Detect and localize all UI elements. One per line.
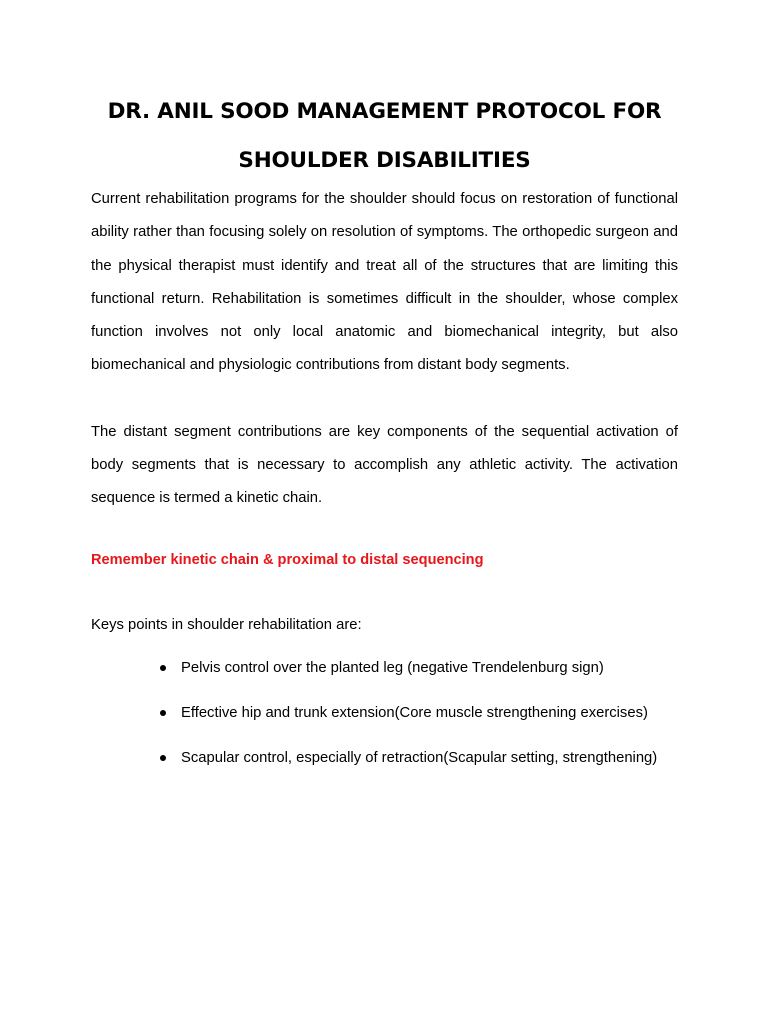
list-item-text: Effective hip and trunk extension(Core muscle strengthening exercises) <box>181 704 648 721</box>
bullet-dot-icon <box>160 665 166 671</box>
key-points-intro: Keys points in shoulder rehabilitation are: <box>91 616 362 633</box>
kinetic-chain-paragraph: The distant segment contributions are key components of the sequential activation of body segments that is necessary to accomplish any athletic activity. The activation sequence is termed a kinetic chain. <box>91 423 678 507</box>
intro-paragraph: Current rehabilitation programs for the shoulder should focus on restoration of functional ability rather than focusing solely on resolution of symptoms. The orthopedic surgeon and the physical therapist must identify and treat all of the structures that are limiting this functional return. Rehabilitation is sometimes difficult in the shoulder, whose complex function involves not only local anatomic and biomechanical integrity, but also biomechanical and physiologic contributions from distant body segments. <box>91 191 678 374</box>
highlight-note: Remember kinetic chain & proximal to distal sequencing <box>91 551 484 568</box>
list-item-text: Scapular control, especially of retraction(Scapular setting, strengthening) <box>181 749 658 766</box>
key-points-list <box>91 646 678 781</box>
list-item <box>181 736 678 781</box>
bullet-dot-icon <box>160 755 166 761</box>
list-item <box>181 646 678 691</box>
document-title-line-1: DR. ANIL SOOD MANAGEMENT PROTOCOL FOR <box>107 99 662 124</box>
list-item <box>181 691 678 736</box>
list-item-text: Pelvis control over the planted leg (negative Trendelenburg sign) <box>181 659 604 676</box>
document-title-line-2: SHOULDER DISABILITIES <box>238 148 531 173</box>
bullet-dot-icon <box>160 710 166 716</box>
